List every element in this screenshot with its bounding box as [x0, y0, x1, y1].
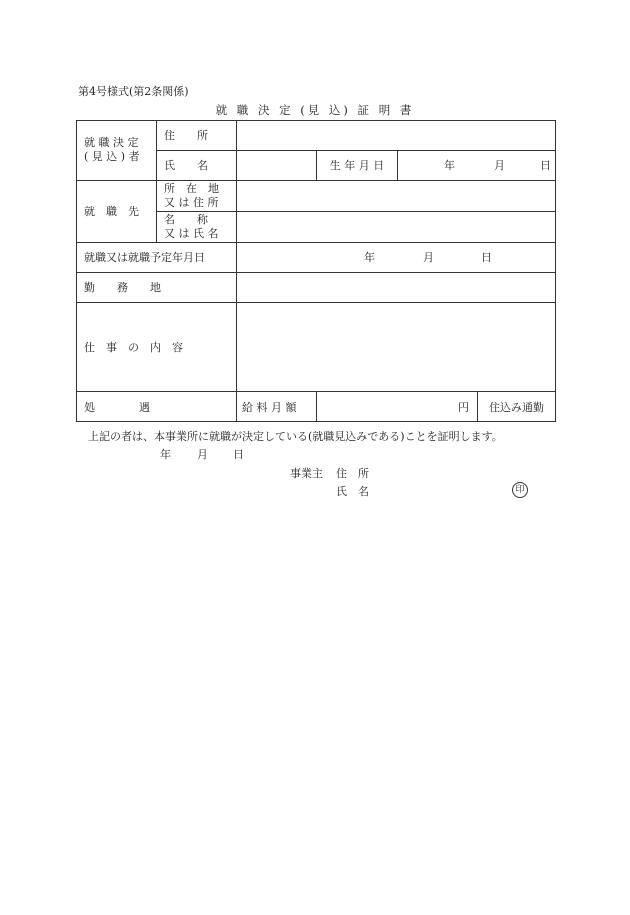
- certification-text: 上記の者は、本事業所に就職が決定している(就職見込みである)ことを証明します。: [88, 430, 503, 443]
- employer-sign-name-label: 氏 名: [336, 485, 369, 498]
- workplace-label: 勤 務 地: [84, 281, 161, 294]
- start-date-label: 就職又は就職予定年月日: [84, 251, 205, 264]
- name-label: 氏 名: [164, 159, 208, 172]
- issue-year-label: 年: [160, 448, 171, 461]
- employer-location-field[interactable]: [237, 181, 555, 211]
- start-year: 年: [364, 251, 375, 264]
- address-label: 住 所: [164, 129, 208, 142]
- job-content-field[interactable]: [237, 303, 555, 391]
- employer-name-field[interactable]: [237, 212, 555, 242]
- birth-month: 月: [494, 159, 505, 172]
- birth-day: 日: [540, 159, 551, 172]
- address-field[interactable]: [237, 121, 555, 150]
- certificate-table: [76, 120, 556, 422]
- name-field[interactable]: [237, 151, 316, 180]
- start-date-field[interactable]: [237, 242, 555, 272]
- form-number: 第4号様式(第2条関係): [78, 85, 189, 98]
- salary-label: 給 料 月 額: [242, 400, 297, 414]
- employee-label-line2: ( 見 込 ) 者: [84, 150, 140, 163]
- start-month: 月: [423, 251, 434, 264]
- employer-location-label: 所 在 地 又 は 住 所: [164, 181, 219, 209]
- issue-day-label: 日: [233, 448, 244, 461]
- employer-sign-address-label: 住 所: [336, 467, 369, 480]
- employee-label: [84, 120, 152, 180]
- issue-month-label: 月: [197, 448, 208, 461]
- salary-field[interactable]: [317, 392, 477, 421]
- table-border-right: [555, 120, 556, 422]
- birth-year: 年: [444, 159, 455, 172]
- employer-label: 就 職 先: [84, 205, 139, 218]
- employee-label-line1: 就 職 決 定: [84, 136, 139, 149]
- employer-name-label: 名 称 又 は 氏 名: [164, 212, 219, 240]
- table-border-left: [76, 120, 77, 422]
- workplace-field[interactable]: [237, 273, 555, 302]
- salary-unit: 円: [458, 400, 469, 414]
- document-title: 就 職 決 定 (見 込) 証 明 書: [215, 103, 415, 117]
- treatment-label: 処 遇: [84, 400, 150, 414]
- seal-icon: 印: [512, 482, 528, 498]
- employer-sign-label: 事業主: [290, 467, 323, 480]
- birthdate-field[interactable]: [398, 150, 555, 180]
- commute-label: 住込み通勤: [489, 400, 544, 414]
- col-rule: [156, 120, 157, 242]
- birthdate-label: 生 年 月 日: [329, 159, 385, 172]
- start-day: 日: [481, 251, 492, 264]
- job-content-label: 仕 事 の 内 容: [84, 340, 183, 354]
